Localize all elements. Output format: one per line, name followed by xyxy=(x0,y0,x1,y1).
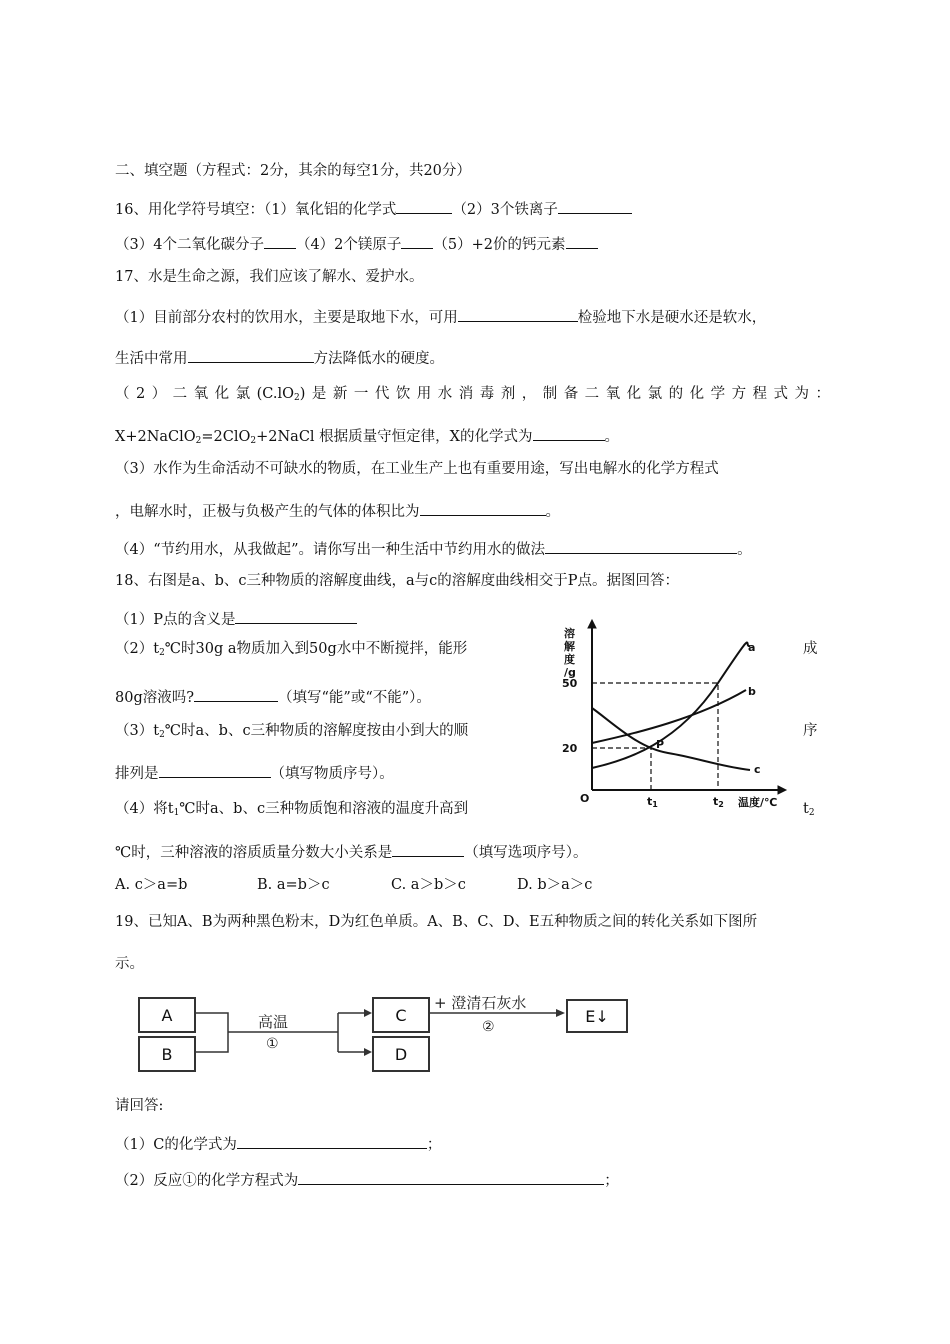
condition-high-temp: 高温 xyxy=(258,1013,289,1031)
q16-p4: （4）2个镁原子 xyxy=(295,237,402,253)
period: 。 xyxy=(737,542,752,558)
q17-blank-4[interactable] xyxy=(420,500,546,516)
box-b xyxy=(138,1036,196,1072)
q18-line5 xyxy=(115,762,394,783)
q16-blank-5[interactable] xyxy=(566,233,598,249)
q18-p2a: （2）t xyxy=(115,641,160,657)
q17-line7 xyxy=(115,538,752,559)
q18-p2d: 80g溶液吗? xyxy=(115,690,195,706)
arrowhead-e xyxy=(556,1009,565,1017)
formula-part: X+2NaClO xyxy=(115,429,196,445)
q19-stem-a: 19、已知A、B为两种黑色粉末，D为红色单质。A、B、C、D、E五种物质之间的转化关系如下图所 xyxy=(115,914,758,930)
q18-line2 xyxy=(115,640,467,662)
reaction-num-1: ① xyxy=(266,1036,279,1052)
q18-p1: （1）P点的含义是 xyxy=(115,612,236,628)
q18-line4 xyxy=(115,722,468,744)
sub-2: 2 xyxy=(250,436,257,446)
q18-p3e: （填写物质序号）。 xyxy=(270,766,394,782)
q18-blank-1[interactable] xyxy=(235,608,357,624)
q17-p2b: )是新一代饮用水消毒剂，制备二氧化氯的化学方程式为： xyxy=(299,386,831,402)
q16-blank-2[interactable] xyxy=(558,198,632,214)
q17-line1 xyxy=(115,306,766,327)
sub-2: 2 xyxy=(195,436,202,446)
box-e-label: E↓ xyxy=(585,1006,609,1026)
box-d xyxy=(372,1036,430,1072)
ylabel-char: 解 xyxy=(564,640,575,653)
bracket-ab xyxy=(196,1013,228,1052)
q16-blank-3[interactable] xyxy=(264,233,296,249)
box-a-label: A xyxy=(161,1005,173,1025)
q18-p3a: （3）t xyxy=(115,723,160,739)
option-d[interactable]: D. b＞a＞c xyxy=(517,877,593,893)
q16-stem: 16、用化学符号填空：（1）氧化铝的化学式 xyxy=(115,202,397,218)
t-symbol: t xyxy=(803,801,809,817)
q19-line2 xyxy=(115,1169,619,1190)
t2-label xyxy=(713,795,724,809)
q19-ask: 请回答: xyxy=(115,1098,164,1114)
q19-p2a: （2）反应①的化学方程式为 xyxy=(115,1173,299,1189)
ylabel-char: /g xyxy=(564,666,576,679)
q16-line2 xyxy=(115,233,598,254)
sub-2: 2 xyxy=(718,800,724,809)
option-a[interactable]: A. c＞a=b xyxy=(115,877,188,893)
q18-blank-4[interactable] xyxy=(392,841,464,857)
sub-2: 2 xyxy=(808,808,815,818)
q19-blank-2[interactable] xyxy=(298,1169,604,1185)
q17-blank-2[interactable] xyxy=(188,347,314,363)
q18-options xyxy=(115,876,592,894)
box-c-label: C xyxy=(395,1005,407,1025)
q18-blank-3[interactable] xyxy=(159,762,271,778)
q16-p5: （5）+2价的钙元素 xyxy=(433,237,566,253)
formula-part: +2NaCl 根据质量守恒定律，X的化学式为 xyxy=(256,429,533,445)
q18-line6 xyxy=(115,800,468,822)
q17-stem: 17、水是生命之源，我们应该了解水、爱护水。 xyxy=(115,269,424,285)
q18-stem: 18、右图是a、b、c三种物质的溶解度曲线，a与c的溶解度曲线相交于P点。据图回答： xyxy=(115,573,680,589)
q18-p2c: 成 xyxy=(803,641,818,657)
reaction-num-2: ② xyxy=(482,1019,495,1035)
q17-line3 xyxy=(115,385,830,407)
dashed-guide-50 xyxy=(592,683,718,790)
semicolon: ； xyxy=(426,1137,442,1153)
curve-b-label: b xyxy=(748,685,756,698)
condition-limewater: + 澄清石灰水 xyxy=(434,994,527,1012)
q17-p1c: 生活中常用 xyxy=(115,351,188,367)
formula-part: =2ClO xyxy=(201,429,251,445)
t-symbol: t xyxy=(713,795,719,808)
q18-p4d: ℃时，三种溶液的溶质质量分数大小关系是 xyxy=(115,845,393,861)
solubility-graph xyxy=(558,618,798,818)
dashed-guide-20 xyxy=(592,748,651,790)
q16-p2: （2）3个铁离子 xyxy=(452,202,558,218)
box-a xyxy=(138,997,196,1033)
q18-line3 xyxy=(115,686,431,707)
q17-line2 xyxy=(115,347,444,368)
origin-label: O xyxy=(580,792,590,805)
sub-1: 1 xyxy=(652,800,658,809)
curve-c-label: c xyxy=(754,763,761,776)
q17-p3b: ，电解水时，正极与负极产生的气体的体积比为 xyxy=(115,504,420,520)
sub-2: 2 xyxy=(159,730,165,740)
box-c xyxy=(372,997,430,1033)
q18-p2b: ℃时30g a物质加入到50g水中不断搅拌，能形 xyxy=(164,641,468,657)
ylabel-char: 溶 xyxy=(564,627,575,640)
x-axis-arrow xyxy=(778,786,786,794)
q17-p1b: 检验地下水是硬水还是软水， xyxy=(577,310,767,326)
q16-p3: （3）4个二氧化碳分子 xyxy=(115,237,264,253)
sub-2: 2 xyxy=(294,393,300,403)
t1-label xyxy=(647,795,658,809)
q17-blank-1[interactable] xyxy=(458,306,578,322)
q19-p1a: （1）C的化学式为 xyxy=(115,1137,237,1153)
q18-p4b: ℃时a、b、c三种物质饱和溶液的温度升高到 xyxy=(179,801,469,817)
q17-blank-3[interactable] xyxy=(533,425,605,441)
period: 。 xyxy=(545,504,560,520)
t-symbol: t xyxy=(647,795,653,808)
q17-line4 xyxy=(115,425,619,450)
q17-p1d: 方法降低水的硬度。 xyxy=(313,351,444,367)
point-p-label: P xyxy=(656,738,665,751)
ylabel-char: 度 xyxy=(564,653,575,666)
q19-line1 xyxy=(115,1133,441,1154)
sub-1: 1 xyxy=(173,808,180,818)
y-tick-50: 50 xyxy=(562,677,578,690)
q18-p3c: 序 xyxy=(803,723,818,739)
option-b[interactable]: B. a=b＞c xyxy=(257,877,330,893)
q18-p4c xyxy=(803,800,815,822)
q16-blank-4[interactable] xyxy=(401,233,433,249)
section-title: 二、填空题（方程式：2分，其余的每空1分，共20分） xyxy=(115,163,471,179)
q18-p3d: 排列是 xyxy=(115,766,159,782)
y-tick-20: 20 xyxy=(562,742,578,755)
q19-stem-b: 示。 xyxy=(115,956,144,972)
q18-p3b: ℃时a、b、c三种物质的溶解度按由小到大的顺 xyxy=(164,723,469,739)
q18-line1 xyxy=(115,608,357,629)
q17-p2a: （2）二氧化氯(C.lO xyxy=(115,386,294,402)
q17-p1a: （1）目前部分农村的饮用水，主要是取地下水，可用 xyxy=(115,310,458,326)
q17-line6 xyxy=(115,500,560,521)
q16-line1 xyxy=(115,198,632,219)
q18-blank-2[interactable] xyxy=(194,686,278,702)
y-axis-arrow xyxy=(588,620,596,628)
q18-p4a: （4）将t xyxy=(115,801,174,817)
curve-a xyxy=(592,642,750,768)
sub-2: 2 xyxy=(159,648,165,658)
semicolon: ； xyxy=(604,1173,619,1189)
q17-line5: （3）水作为生命活动不可缺水的物质，在工业生产上也有重要用途，写出电解水的化学方程式 xyxy=(115,461,719,477)
q18-p4e: （填写选项序号）。 xyxy=(464,845,588,861)
x-axis-label: 温度/℃ xyxy=(738,796,778,809)
box-b-label: B xyxy=(161,1044,173,1064)
q19-blank-1[interactable] xyxy=(237,1133,427,1149)
q18-line7 xyxy=(115,841,587,862)
q16-blank-1[interactable] xyxy=(396,198,452,214)
box-e xyxy=(566,999,628,1033)
arrowhead-d xyxy=(364,1048,372,1056)
period: 。 xyxy=(604,429,619,445)
q17-blank-5[interactable] xyxy=(545,538,737,554)
option-c[interactable]: C. a＞b＞c xyxy=(391,877,466,893)
q18-p2e: （填写“能”或“不能”）。 xyxy=(278,690,431,706)
q17-p4a: （4）“节约用水，从我做起”。请你写出一种生活中节约用水的做法 xyxy=(115,542,546,558)
curve-a-label: a xyxy=(748,641,756,654)
arrowhead-c xyxy=(364,1009,372,1017)
box-d-label: D xyxy=(394,1044,408,1064)
